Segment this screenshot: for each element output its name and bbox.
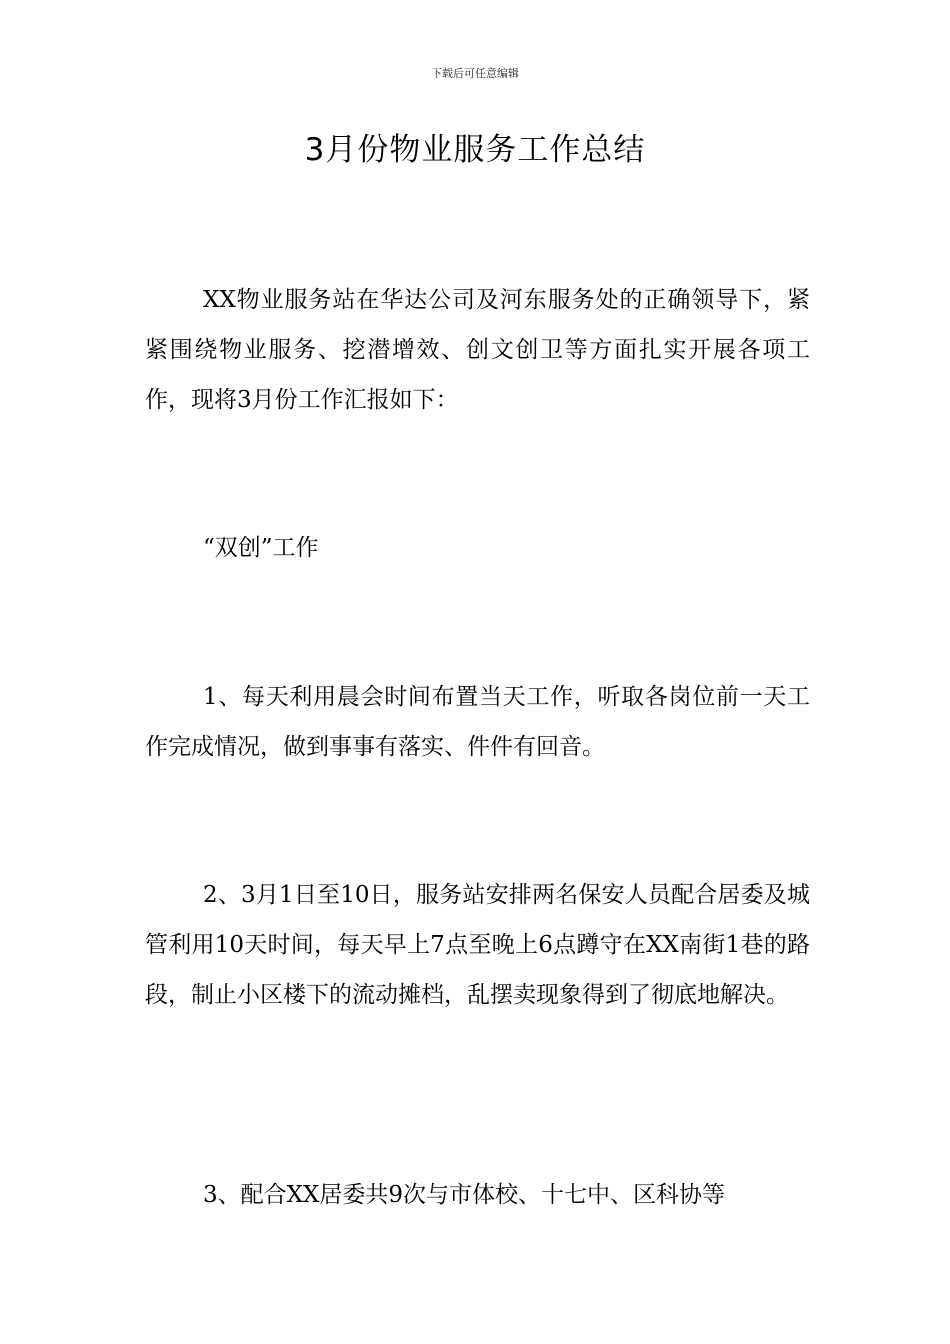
item-1-paragraph: 1、每天利用晨会时间布置当天工作，听取各岗位前一天工作完成情况，做到事事有落实、件件有回音。 — [145, 684, 810, 760]
item-2-paragraph: 2、3月1日至10日，服务站安排两名保安人员配合居委及城管利用10天时间，每天早上7点至晚上6点蹲守在XX南街1巷的路段，制止小区楼下的流动摊档，乱摆卖现象得到了彻底地解决。 — [145, 882, 810, 1008]
document-title: 3月份物业服务工作总结 — [304, 132, 646, 168]
section-heading: “双创”工作 — [203, 535, 319, 561]
item-3-paragraph: 3、配合XX居委共9次与市体校、十七中、区科协等 — [203, 1182, 726, 1208]
header-note: 下载后可任意编辑 — [431, 67, 519, 80]
intro-paragraph: XX物业服务站在华达公司及河东服务处的正确领导下，紧紧围绕物业服务、挖潜增效、创文创卫等方面扎实开展各项工作，现将3月份工作汇报如下： — [145, 287, 810, 413]
